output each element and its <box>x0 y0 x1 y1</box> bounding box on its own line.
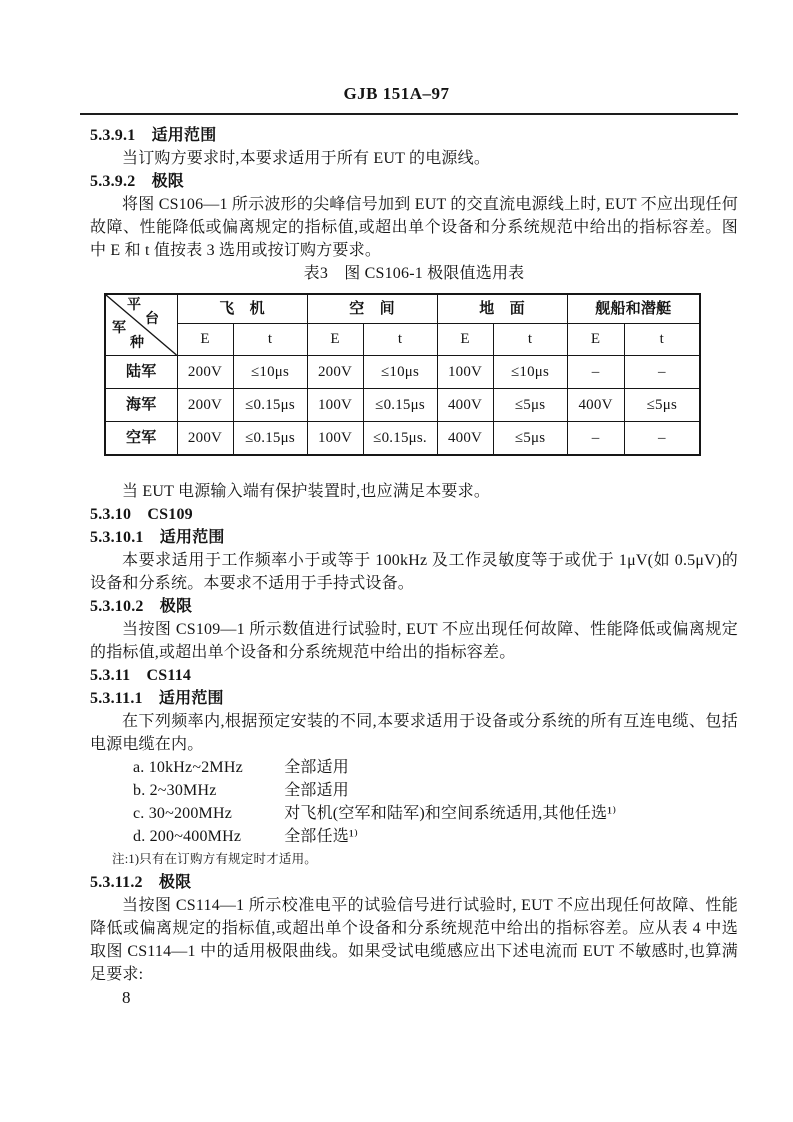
cell-value: ≤10μs <box>233 356 307 389</box>
subheader-t: t <box>624 324 700 356</box>
cell-value: 200V <box>307 356 363 389</box>
row-label-airforce: 空军 <box>105 422 177 456</box>
paragraph-53111: 在下列频率内,根据预定安装的不同,本要求适用于设备或分系统的所有互连电缆、包括电源电缆在内。 <box>90 713 738 753</box>
freq-list-item-d <box>90 825 738 848</box>
freq-applicability: 对飞机(空军和陆军)和空间系统适用,其他任选¹⁾ <box>284 805 617 822</box>
section-heading-53112: 5.3.11.2 极限 <box>90 874 192 891</box>
cell-value: ≤0.15μs <box>233 422 307 456</box>
subheader-E: E <box>177 324 233 356</box>
column-group-ships-submarines: 舰船和潜艇 <box>567 294 700 324</box>
freq-applicability: 全部任选¹⁾ <box>284 828 359 845</box>
paragraph-post-table: 当 EUT 电源输入端有保护装置时,也应满足本要求。 <box>122 483 491 500</box>
corner-label-platform-char2: 台 <box>145 312 160 327</box>
freq-list-item-a <box>90 756 738 779</box>
section-heading-53102: 5.3.10.2 极限 <box>90 598 193 615</box>
cell-value: 400V <box>437 422 493 456</box>
freq-applicability: 全部适用 <box>284 782 350 799</box>
cell-value: – <box>624 356 700 389</box>
document-content <box>90 124 738 986</box>
cell-value: ≤0.15μs <box>363 389 437 422</box>
corner-label-service-char2: 种 <box>130 336 145 351</box>
cell-value: ≤10μs <box>493 356 567 389</box>
subheader-E: E <box>567 324 624 356</box>
freq-range: d. 200~400MHz <box>133 828 242 845</box>
paragraph-53102: 当按图 CS109—1 所示数值进行试验时, EUT 不应出现任何故障、性能降低或偏离规定的指标值,或超出单个设备和分系统规范中给出的指标容差。 <box>90 621 738 661</box>
subheader-E: E <box>437 324 493 356</box>
column-group-space: 空 间 <box>307 294 437 324</box>
column-group-ground: 地 面 <box>437 294 567 324</box>
header-rule <box>80 113 738 115</box>
section-heading-53101: 5.3.10.1 适用范围 <box>90 529 225 546</box>
freq-list-item-c <box>90 802 738 825</box>
freq-applicability: 全部适用 <box>284 759 350 776</box>
table-row-airforce <box>105 422 700 456</box>
cell-value: ≤5μs <box>493 422 567 456</box>
cell-value: – <box>567 356 624 389</box>
corner-cell <box>105 294 177 356</box>
row-label-army: 陆军 <box>105 356 177 389</box>
subheader-t: t <box>363 324 437 356</box>
footnote: 注:1)只有在订购方有规定时才适用。 <box>112 852 317 866</box>
freq-range: c. 30~200MHz <box>133 805 233 822</box>
paragraph-53112: 当按图 CS114—1 所示校准电平的试验信号进行试验时, EUT 不应出现任何故障、性能降低或偏离规定的指标值,或超出单个设备和分系统规范中给出的指标容差。应从表 4 中选取图 CS114—1 中的适用极限曲线。如果受试电缆感应出下述电流而 EUT 不敏感时,也算满足要求: <box>90 897 738 983</box>
subheader-t: t <box>233 324 307 356</box>
subheader-t: t <box>493 324 567 356</box>
table-row-army <box>105 356 700 389</box>
paragraph-5391: 当订购方要求时,本要求适用于所有 EUT 的电源线。 <box>122 150 491 167</box>
section-heading-5310: 5.3.10 CS109 <box>90 506 193 523</box>
section-heading-5391: 5.3.9.1 适用范围 <box>90 127 217 144</box>
section-heading-53111: 5.3.11.1 适用范围 <box>90 690 224 707</box>
cell-value: ≤10μs <box>363 356 437 389</box>
freq-range: a. 10kHz~2MHz <box>133 759 243 776</box>
cell-value: 200V <box>177 422 233 456</box>
section-heading-5311: 5.3.11 CS114 <box>90 667 192 684</box>
cell-value: ≤5μs <box>624 389 700 422</box>
cell-value: – <box>567 422 624 456</box>
subheader-E: E <box>307 324 363 356</box>
freq-list-item-b <box>90 779 738 802</box>
cell-value: ≤0.15μs <box>233 389 307 422</box>
page-number: 8 <box>122 988 131 1007</box>
cell-value: 200V <box>177 356 233 389</box>
cell-value: 100V <box>307 389 363 422</box>
table3-caption: 表3 图 CS106-1 极限值选用表 <box>303 265 525 282</box>
cell-value: ≤5μs <box>493 389 567 422</box>
corner-label-service-char1: 军 <box>112 321 127 336</box>
doc-header-title: GJB 151A–97 <box>343 84 450 103</box>
cell-value: ≤0.15μs. <box>363 422 437 456</box>
column-group-aircraft: 飞 机 <box>177 294 307 324</box>
cell-value: 200V <box>177 389 233 422</box>
freq-range: b. 2~30MHz <box>133 782 217 799</box>
cell-value: 100V <box>437 356 493 389</box>
cell-value: 100V <box>307 422 363 456</box>
cell-value: 400V <box>437 389 493 422</box>
row-label-navy: 海军 <box>105 389 177 422</box>
table3-limit-selection <box>104 293 701 456</box>
cell-value: – <box>624 422 700 456</box>
cell-value: 400V <box>567 389 624 422</box>
corner-label-platform-char1: 平 <box>127 298 142 313</box>
table-row-navy <box>105 389 700 422</box>
paragraph-53101: 本要求适用于工作频率小于或等于 100kHz 及工作灵敏度等于或优于 1μV(如 0.5μV)的设备和分系统。本要求不适用于手持式设备。 <box>90 552 738 592</box>
section-heading-5392: 5.3.9.2 极限 <box>90 173 185 190</box>
paragraph-5392: 将图 CS106—1 所示波形的尖峰信号加到 EUT 的交直流电源线上时, EUT 不应出现任何故障、性能降低或偏离规定的指标值,或超出单个设备和分系统规范中给出的指标容差。图中 E 和 t 值按表 3 选用或按订购方要求。 <box>90 196 738 259</box>
